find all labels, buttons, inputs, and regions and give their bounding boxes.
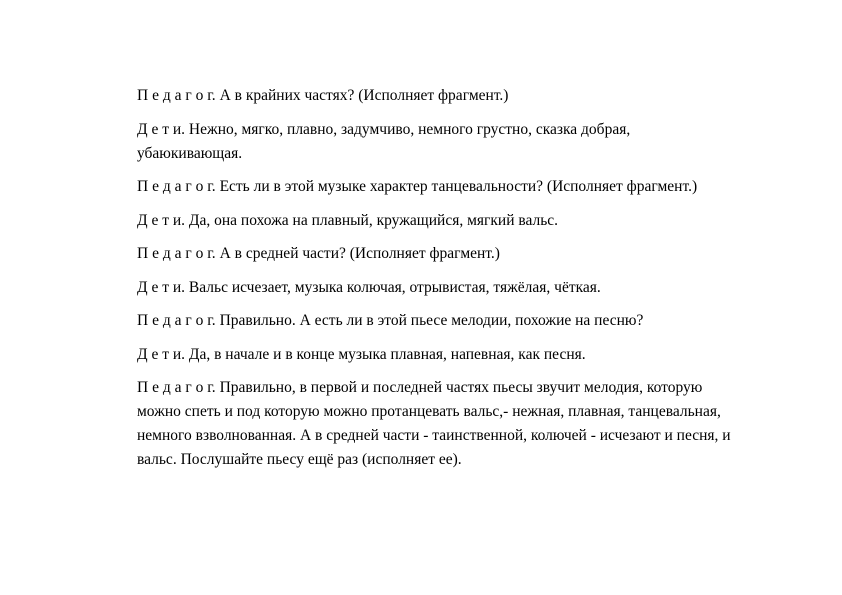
paragraph-1	[137, 84, 737, 108]
paragraph-4	[137, 209, 737, 233]
paragraph-3	[137, 175, 737, 199]
paragraph-5	[137, 242, 737, 266]
speaker-label: Д е т и.	[137, 278, 186, 296]
paragraph-text: Правильно, в первой и последней частях пьесы звучит мелодия, которую можно спеть и под которую можно протанцевать вальс,- нежная, плавная, танцевальная, немного взволнованная. А в средней части - таинственной, колючей - исчезают и песня, и вальс. Послушайте пьесу ещё раз (исполняет ее).	[137, 379, 731, 468]
paragraph-text: Нежно, мягко, плавно, задумчиво, немного грустно, сказка добрая, убаюкивающая.	[137, 120, 631, 162]
paragraph-text: Вальс исчезает, музыка колючая, отрывистая, тяжёлая, чёткая.	[185, 278, 601, 296]
speaker-label: П е д а г о г.	[137, 178, 216, 195]
paragraph-text: Да, в начале и в конце музыка плавная, напевная, как песня.	[185, 345, 586, 363]
paragraph-text: Да, она похожа на плавный, кружащийся, мягкий вальс.	[185, 211, 559, 229]
speaker-label: Д е т и.	[137, 345, 186, 363]
paragraph-9	[137, 376, 737, 472]
dialogue-text	[137, 84, 737, 482]
speaker-label: П е д а г о г.	[137, 379, 216, 396]
paragraph-text: А в средней части? (Исполняет фрагмент.)	[215, 245, 500, 262]
speaker-label: П е д а г о г.	[137, 312, 216, 329]
paragraph-2	[137, 118, 737, 166]
speaker-label: П е д а г о г.	[137, 87, 216, 104]
speaker-label: Д е т и.	[137, 211, 186, 229]
paragraph-8	[137, 343, 737, 367]
paragraph-text: Есть ли в этой музыке характер танцевальности? (Исполняет фрагмент.)	[215, 178, 698, 195]
speaker-label: Д е т и.	[137, 120, 186, 138]
paragraph-7	[137, 309, 737, 333]
paragraph-text: Правильно. А есть ли в этой пьесе мелодии, похожие на песню?	[215, 312, 644, 329]
paragraph-text: А в крайних частях? (Исполняет фрагмент.)	[215, 87, 509, 104]
speaker-label: П е д а г о г.	[137, 245, 216, 262]
paragraph-6	[137, 276, 737, 300]
